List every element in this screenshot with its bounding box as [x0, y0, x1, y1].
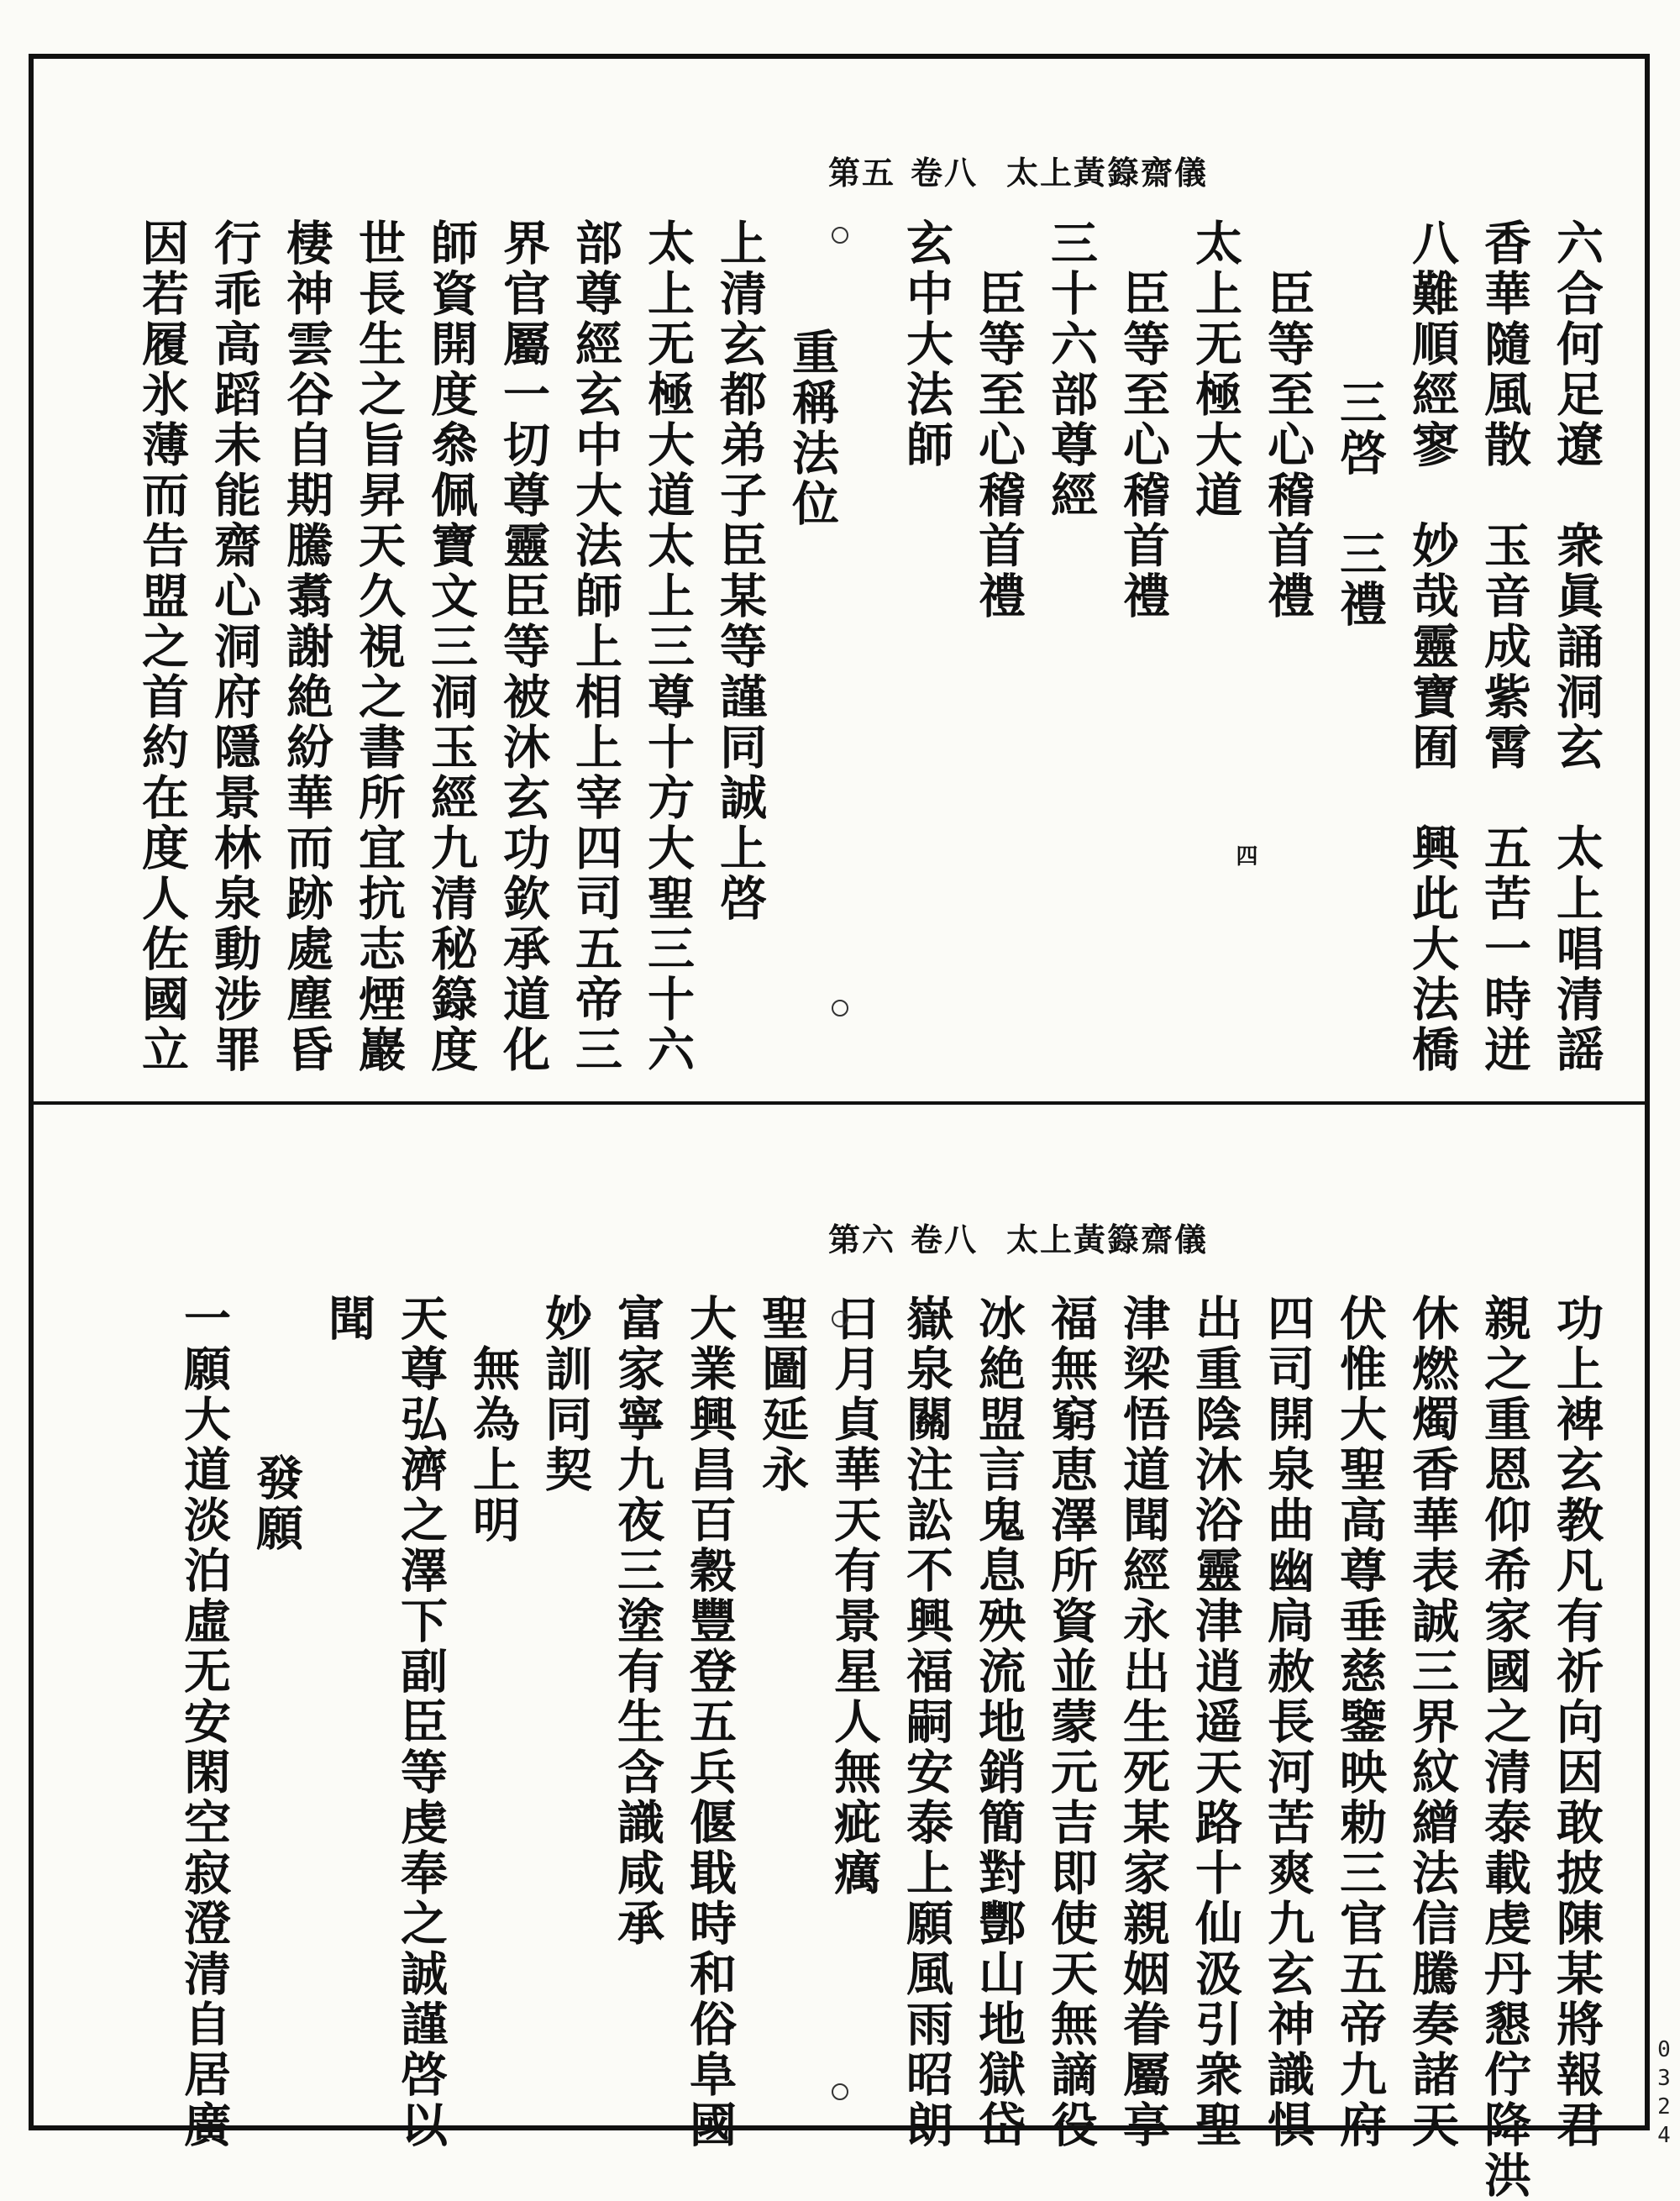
- text-column: 上清玄都弟子臣某等謹同誠上啓: [712, 218, 768, 924]
- text-column: 太上无極大道: [1188, 218, 1243, 521]
- upper-header-title: 太上黃籙齋儀: [1005, 154, 1208, 192]
- text-column: 香華隨風散 玉音成紫霄 五苦一時迸: [1477, 218, 1532, 1075]
- text-column: 三啓 三禮: [1332, 378, 1388, 630]
- text-column: 休燃燭香華表誠三界紋繒法信騰奏諸天: [1404, 1294, 1460, 2151]
- upper-text-columns: [45, 218, 1608, 1084]
- text-column: 師資開度叅佩寶文三洞玉經九清秘籙度: [423, 218, 479, 1075]
- text-column: 玄中大法師: [899, 218, 954, 470]
- text-column: 出重陰沐浴靈津逍遥天路十仙汲引衆聖: [1188, 1294, 1243, 2151]
- text-column: 聞: [321, 1294, 376, 1344]
- text-column: 臣等至心稽首禮: [1260, 269, 1315, 622]
- punch-circle: [832, 2083, 848, 2100]
- text-column: 津梁悟道聞經永出生死某家親姻眷屬享: [1116, 1294, 1171, 2151]
- upper-page-marker: 四: [1232, 844, 1257, 866]
- text-column: 棲神雲谷自期騰翥謝絶紛華而跡處塵昏: [279, 218, 334, 1075]
- text-column: 嶽泉關注訟不興福嗣安泰上願風雨昭朗: [899, 1294, 954, 2151]
- text-column: 冰絶盟言鬼息殃流地銷簡對酆山地獄岱: [971, 1294, 1026, 2151]
- text-column: 太上无極大道太上三尊十方大聖三十六: [640, 218, 696, 1075]
- text-column: 八難順經寥 妙哉靈寶囿 興此大法橋: [1404, 218, 1460, 1075]
- text-column: 天尊弘濟之澤下副臣等虔奉之誠謹啓以: [393, 1294, 449, 2151]
- punch-circle: [832, 227, 848, 244]
- text-column: 大業興昌百穀豐登五兵偃戢時和俗阜國: [682, 1294, 738, 2151]
- text-column: 功上裨玄教凡有祈向因敢披陳某將報君: [1549, 1294, 1604, 2151]
- text-column: 界官屬一切尊靈臣等被沐玄功欽承道化: [496, 218, 551, 1075]
- text-column: 臣等至心稽首禮: [971, 269, 1026, 622]
- text-column: 富家寧九夜三塗有生含識咸承: [610, 1294, 665, 1949]
- text-column: 因若履氷薄而告盟之首約在度人佐國立: [134, 218, 190, 1075]
- text-column: 發願: [249, 1453, 304, 1554]
- text-column: 行乖高蹈未能齋心洞府隱景林泉動涉罪: [207, 218, 262, 1075]
- text-column: 六合何足遼 衆眞誦洞玄 太上唱清謡: [1549, 218, 1604, 1075]
- text-column: 一願大道淡泊虛无安閑空寂澄清自居廣: [176, 1294, 232, 2151]
- punch-circle: [832, 1000, 848, 1016]
- lower-header-leaf: 第六: [827, 1221, 895, 1258]
- text-column: 四司開泉曲幽扃赦長河苦爽九玄神識惧: [1260, 1294, 1315, 2151]
- upper-running-header: [827, 147, 1208, 192]
- upper-header-volume: 卷八: [910, 154, 978, 192]
- upper-page: [34, 59, 1645, 1101]
- text-column: 臣等至心稽首禮: [1116, 269, 1171, 622]
- text-column: 福無窮恵澤所資並蒙元吉即使天無謫役: [1043, 1294, 1099, 2151]
- text-column: 伏惟大聖高尊垂慈鑒映勅三官五帝九府: [1332, 1294, 1388, 2151]
- text-column: 聖圖延永: [754, 1294, 810, 1495]
- text-column: 親之重恩仰希家國之清泰載虔丹懇佇降洪: [1477, 1294, 1532, 2201]
- text-column: 日月貞華天有景星人無疵癘: [827, 1294, 882, 1899]
- lower-page: [34, 1105, 1645, 2201]
- text-column: 部尊經玄中大法師上相上宰四司五帝三: [568, 218, 623, 1075]
- lower-text-columns: [45, 1294, 1608, 2201]
- punch-circle: [832, 1311, 848, 1327]
- lower-running-header: [827, 1214, 1208, 1258]
- page-frame: [29, 54, 1650, 2201]
- text-column: 妙訓同契: [538, 1294, 593, 1495]
- upper-header-leaf: 第五: [827, 154, 895, 192]
- text-column: 世長生之旨昇天久視之書所宜抗志煙巖: [351, 218, 407, 1075]
- text-column: 無為上明: [465, 1344, 521, 1546]
- lower-header-title: 太上黃籙齋儀: [1005, 1221, 1208, 1258]
- volume-page-number: 0324: [1651, 2037, 1677, 2151]
- lower-header-volume: 卷八: [910, 1221, 978, 1258]
- text-column: 重稱法位: [785, 328, 840, 529]
- text-column: 三十六部尊經: [1043, 218, 1099, 521]
